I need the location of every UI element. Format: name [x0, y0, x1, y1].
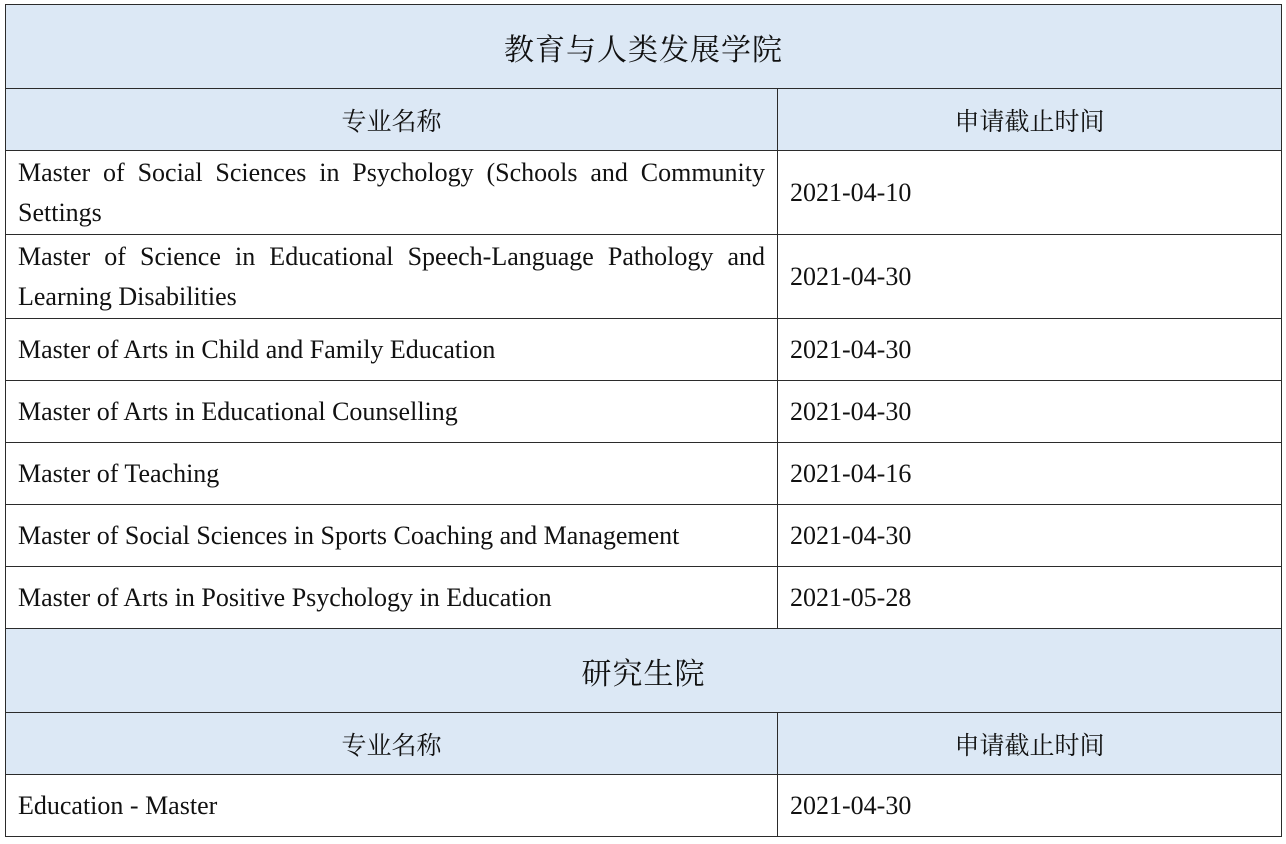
deadline-table-container — [5, 4, 1281, 837]
deadline-date: 2021-05-28 — [778, 567, 1282, 629]
table-row — [6, 505, 1282, 567]
table-row — [6, 775, 1282, 837]
table-row — [6, 235, 1282, 319]
deadline-date: 2021-04-30 — [778, 775, 1282, 837]
section-title: 研究生院 — [6, 629, 1282, 713]
table-row — [6, 381, 1282, 443]
program-name-header: 专业名称 — [6, 89, 778, 151]
program-name: Master of Arts in Educational Counselling — [6, 381, 778, 443]
deadline-date: 2021-04-10 — [778, 151, 1282, 235]
deadline-date: 2021-04-30 — [778, 319, 1282, 381]
table-row — [6, 567, 1282, 629]
program-name: Master of Science in Educational Speech-Language Pathology and Learning Disabilities — [6, 235, 778, 319]
deadline-date: 2021-04-16 — [778, 443, 1282, 505]
deadline-header: 申请截止时间 — [778, 713, 1282, 775]
section-title-row — [6, 5, 1282, 89]
deadline-date: 2021-04-30 — [778, 381, 1282, 443]
deadline-header: 申请截止时间 — [778, 89, 1282, 151]
section-title-row — [6, 629, 1282, 713]
program-name: Master of Social Sciences in Sports Coaching and Management — [6, 505, 778, 567]
column-header-row — [6, 89, 1282, 151]
program-name-header: 专业名称 — [6, 713, 778, 775]
program-name: Master of Arts in Child and Family Education — [6, 319, 778, 381]
deadline-date: 2021-04-30 — [778, 505, 1282, 567]
program-name: Master of Teaching — [6, 443, 778, 505]
program-name: Master of Arts in Positive Psychology in Education — [6, 567, 778, 629]
program-name: Education - Master — [6, 775, 778, 837]
program-name: Master of Social Sciences in Psychology (Schools and Community Settings — [6, 151, 778, 235]
deadline-table — [5, 4, 1282, 837]
deadline-date: 2021-04-30 — [778, 235, 1282, 319]
table-row — [6, 151, 1282, 235]
table-row — [6, 319, 1282, 381]
column-header-row — [6, 713, 1282, 775]
table-row — [6, 443, 1282, 505]
section-title: 教育与人类发展学院 — [6, 5, 1282, 89]
